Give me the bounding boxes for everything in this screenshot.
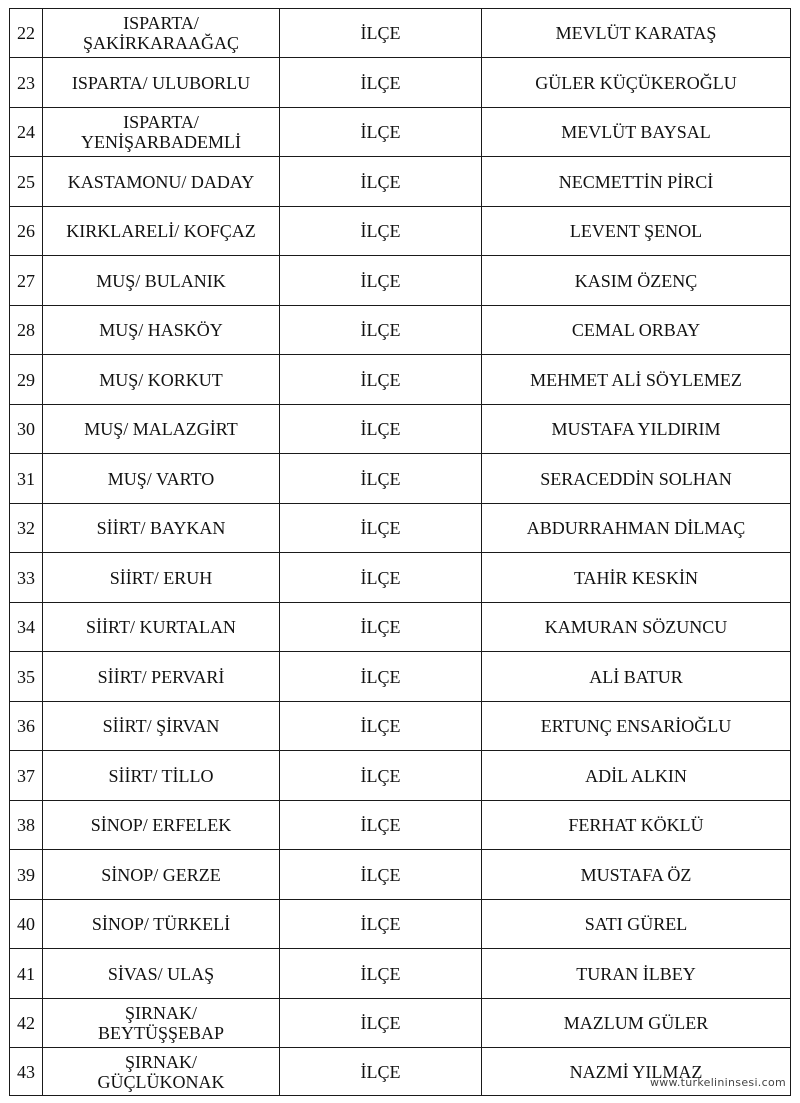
row-number: 23	[10, 58, 43, 108]
candidate-name-cell: KAMURAN SÖZUNCU	[482, 603, 791, 652]
table-row	[10, 702, 791, 751]
candidate-name-cell: ADİL ALKIN	[482, 751, 791, 801]
table-row	[10, 9, 791, 58]
candidate-name-cell: MUSTAFA YILDIRIM	[482, 405, 791, 454]
unit-type-cell: İLÇE	[280, 58, 482, 108]
candidate-name-cell: KASIM ÖZENÇ	[482, 256, 791, 306]
candidate-name-cell: ERTUNÇ ENSARİOĞLU	[482, 702, 791, 751]
row-number: 35	[10, 652, 43, 702]
table-row	[10, 801, 791, 850]
province-district-cell: KIRKLARELİ/ KOFÇAZ	[43, 207, 280, 256]
province-district-cell: MUŞ/ HASKÖY	[43, 306, 280, 355]
table-row	[10, 58, 791, 108]
province-district-cell: SİİRT/ PERVARİ	[43, 652, 280, 702]
row-number: 28	[10, 306, 43, 355]
province-district-cell: SİİRT/ TİLLO	[43, 751, 280, 801]
unit-type-cell: İLÇE	[280, 207, 482, 256]
table-row	[10, 405, 791, 454]
row-number: 42	[10, 999, 43, 1048]
row-number: 24	[10, 108, 43, 157]
table-row	[10, 999, 791, 1048]
unit-type-cell: İLÇE	[280, 306, 482, 355]
unit-type-cell: İLÇE	[280, 454, 482, 504]
candidate-name-cell: TAHİR KESKİN	[482, 553, 791, 603]
unit-type-cell: İLÇE	[280, 553, 482, 603]
province-district-cell: SİNOP/ ERFELEK	[43, 801, 280, 850]
row-number: 36	[10, 702, 43, 751]
row-number: 29	[10, 355, 43, 405]
province-district-cell: SİİRT/ ERUH	[43, 553, 280, 603]
row-number: 30	[10, 405, 43, 454]
candidate-name-cell: CEMAL ORBAY	[482, 306, 791, 355]
unit-type-cell: İLÇE	[280, 949, 482, 999]
table-row	[10, 751, 791, 801]
province-district-cell: MUŞ/ KORKUT	[43, 355, 280, 405]
table-row	[10, 949, 791, 999]
row-number: 40	[10, 900, 43, 949]
row-number: 27	[10, 256, 43, 306]
table-row	[10, 603, 791, 652]
table-row	[10, 652, 791, 702]
province-district-cell: MUŞ/ VARTO	[43, 454, 280, 504]
district-table	[9, 8, 791, 1096]
candidate-name-cell: ABDURRAHMAN DİLMAÇ	[482, 504, 791, 553]
row-number: 22	[10, 9, 43, 58]
candidate-name-cell: NECMETTİN PİRCİ	[482, 157, 791, 207]
row-number: 32	[10, 504, 43, 553]
table-row	[10, 306, 791, 355]
unit-type-cell: İLÇE	[280, 1048, 482, 1096]
table-row	[10, 454, 791, 504]
candidate-name-cell: GÜLER KÜÇÜKEROĞLU	[482, 58, 791, 108]
table-row	[10, 553, 791, 603]
province-district-cell: ISPARTA/ ŞAKİRKARAAĞAÇ	[43, 9, 280, 58]
candidate-name-cell: SATI GÜREL	[482, 900, 791, 949]
candidate-name-cell: SERACEDDİN SOLHAN	[482, 454, 791, 504]
candidate-name-cell: MEVLÜT KARATAŞ	[482, 9, 791, 58]
row-number: 38	[10, 801, 43, 850]
row-number: 33	[10, 553, 43, 603]
unit-type-cell: İLÇE	[280, 9, 482, 58]
row-number: 26	[10, 207, 43, 256]
province-district-cell: ŞIRNAK/ GÜÇLÜKONAK	[43, 1048, 280, 1096]
table-row	[10, 900, 791, 949]
row-number: 31	[10, 454, 43, 504]
candidate-name-cell: TURAN İLBEY	[482, 949, 791, 999]
table-row	[10, 355, 791, 405]
candidate-name-cell: MAZLUM GÜLER	[482, 999, 791, 1048]
row-number: 39	[10, 850, 43, 900]
unit-type-cell: İLÇE	[280, 850, 482, 900]
candidate-name-cell: MUSTAFA ÖZ	[482, 850, 791, 900]
province-district-cell: ISPARTA/ YENİŞARBADEMLİ	[43, 108, 280, 157]
site-watermark: www.turkelininsesi.com	[649, 1076, 786, 1089]
row-number: 41	[10, 949, 43, 999]
unit-type-cell: İLÇE	[280, 801, 482, 850]
unit-type-cell: İLÇE	[280, 157, 482, 207]
candidate-name-cell: ALİ BATUR	[482, 652, 791, 702]
row-number: 25	[10, 157, 43, 207]
province-district-cell: SİNOP/ TÜRKELİ	[43, 900, 280, 949]
province-district-cell: KASTAMONU/ DADAY	[43, 157, 280, 207]
unit-type-cell: İLÇE	[280, 504, 482, 553]
unit-type-cell: İLÇE	[280, 999, 482, 1048]
candidate-name-cell: MEVLÜT BAYSAL	[482, 108, 791, 157]
unit-type-cell: İLÇE	[280, 652, 482, 702]
table-row	[10, 504, 791, 553]
province-district-cell: MUŞ/ BULANIK	[43, 256, 280, 306]
unit-type-cell: İLÇE	[280, 900, 482, 949]
province-district-cell: MUŞ/ MALAZGİRT	[43, 405, 280, 454]
table-row	[10, 157, 791, 207]
row-number: 43	[10, 1048, 43, 1096]
province-district-cell: ŞIRNAK/ BEYTÜŞŞEBAP	[43, 999, 280, 1048]
unit-type-cell: İLÇE	[280, 702, 482, 751]
row-number: 34	[10, 603, 43, 652]
province-district-cell: SİVAS/ ULAŞ	[43, 949, 280, 999]
province-district-cell: SİİRT/ ŞİRVAN	[43, 702, 280, 751]
candidate-name-cell: LEVENT ŞENOL	[482, 207, 791, 256]
unit-type-cell: İLÇE	[280, 108, 482, 157]
unit-type-cell: İLÇE	[280, 355, 482, 405]
table-row	[10, 256, 791, 306]
province-district-cell: SİNOP/ GERZE	[43, 850, 280, 900]
table-row	[10, 207, 791, 256]
table-row	[10, 850, 791, 900]
row-number: 37	[10, 751, 43, 801]
unit-type-cell: İLÇE	[280, 405, 482, 454]
candidate-name-cell: MEHMET ALİ SÖYLEMEZ	[482, 355, 791, 405]
candidate-name-cell: NAZMİ YILMAZ	[482, 1048, 791, 1096]
province-district-cell: SİİRT/ KURTALAN	[43, 603, 280, 652]
unit-type-cell: İLÇE	[280, 603, 482, 652]
province-district-cell: ISPARTA/ ULUBORLU	[43, 58, 280, 108]
candidate-name-cell: FERHAT KÖKLÜ	[482, 801, 791, 850]
table-row	[10, 108, 791, 157]
unit-type-cell: İLÇE	[280, 256, 482, 306]
unit-type-cell: İLÇE	[280, 751, 482, 801]
province-district-cell: SİİRT/ BAYKAN	[43, 504, 280, 553]
table-body	[10, 9, 791, 1096]
